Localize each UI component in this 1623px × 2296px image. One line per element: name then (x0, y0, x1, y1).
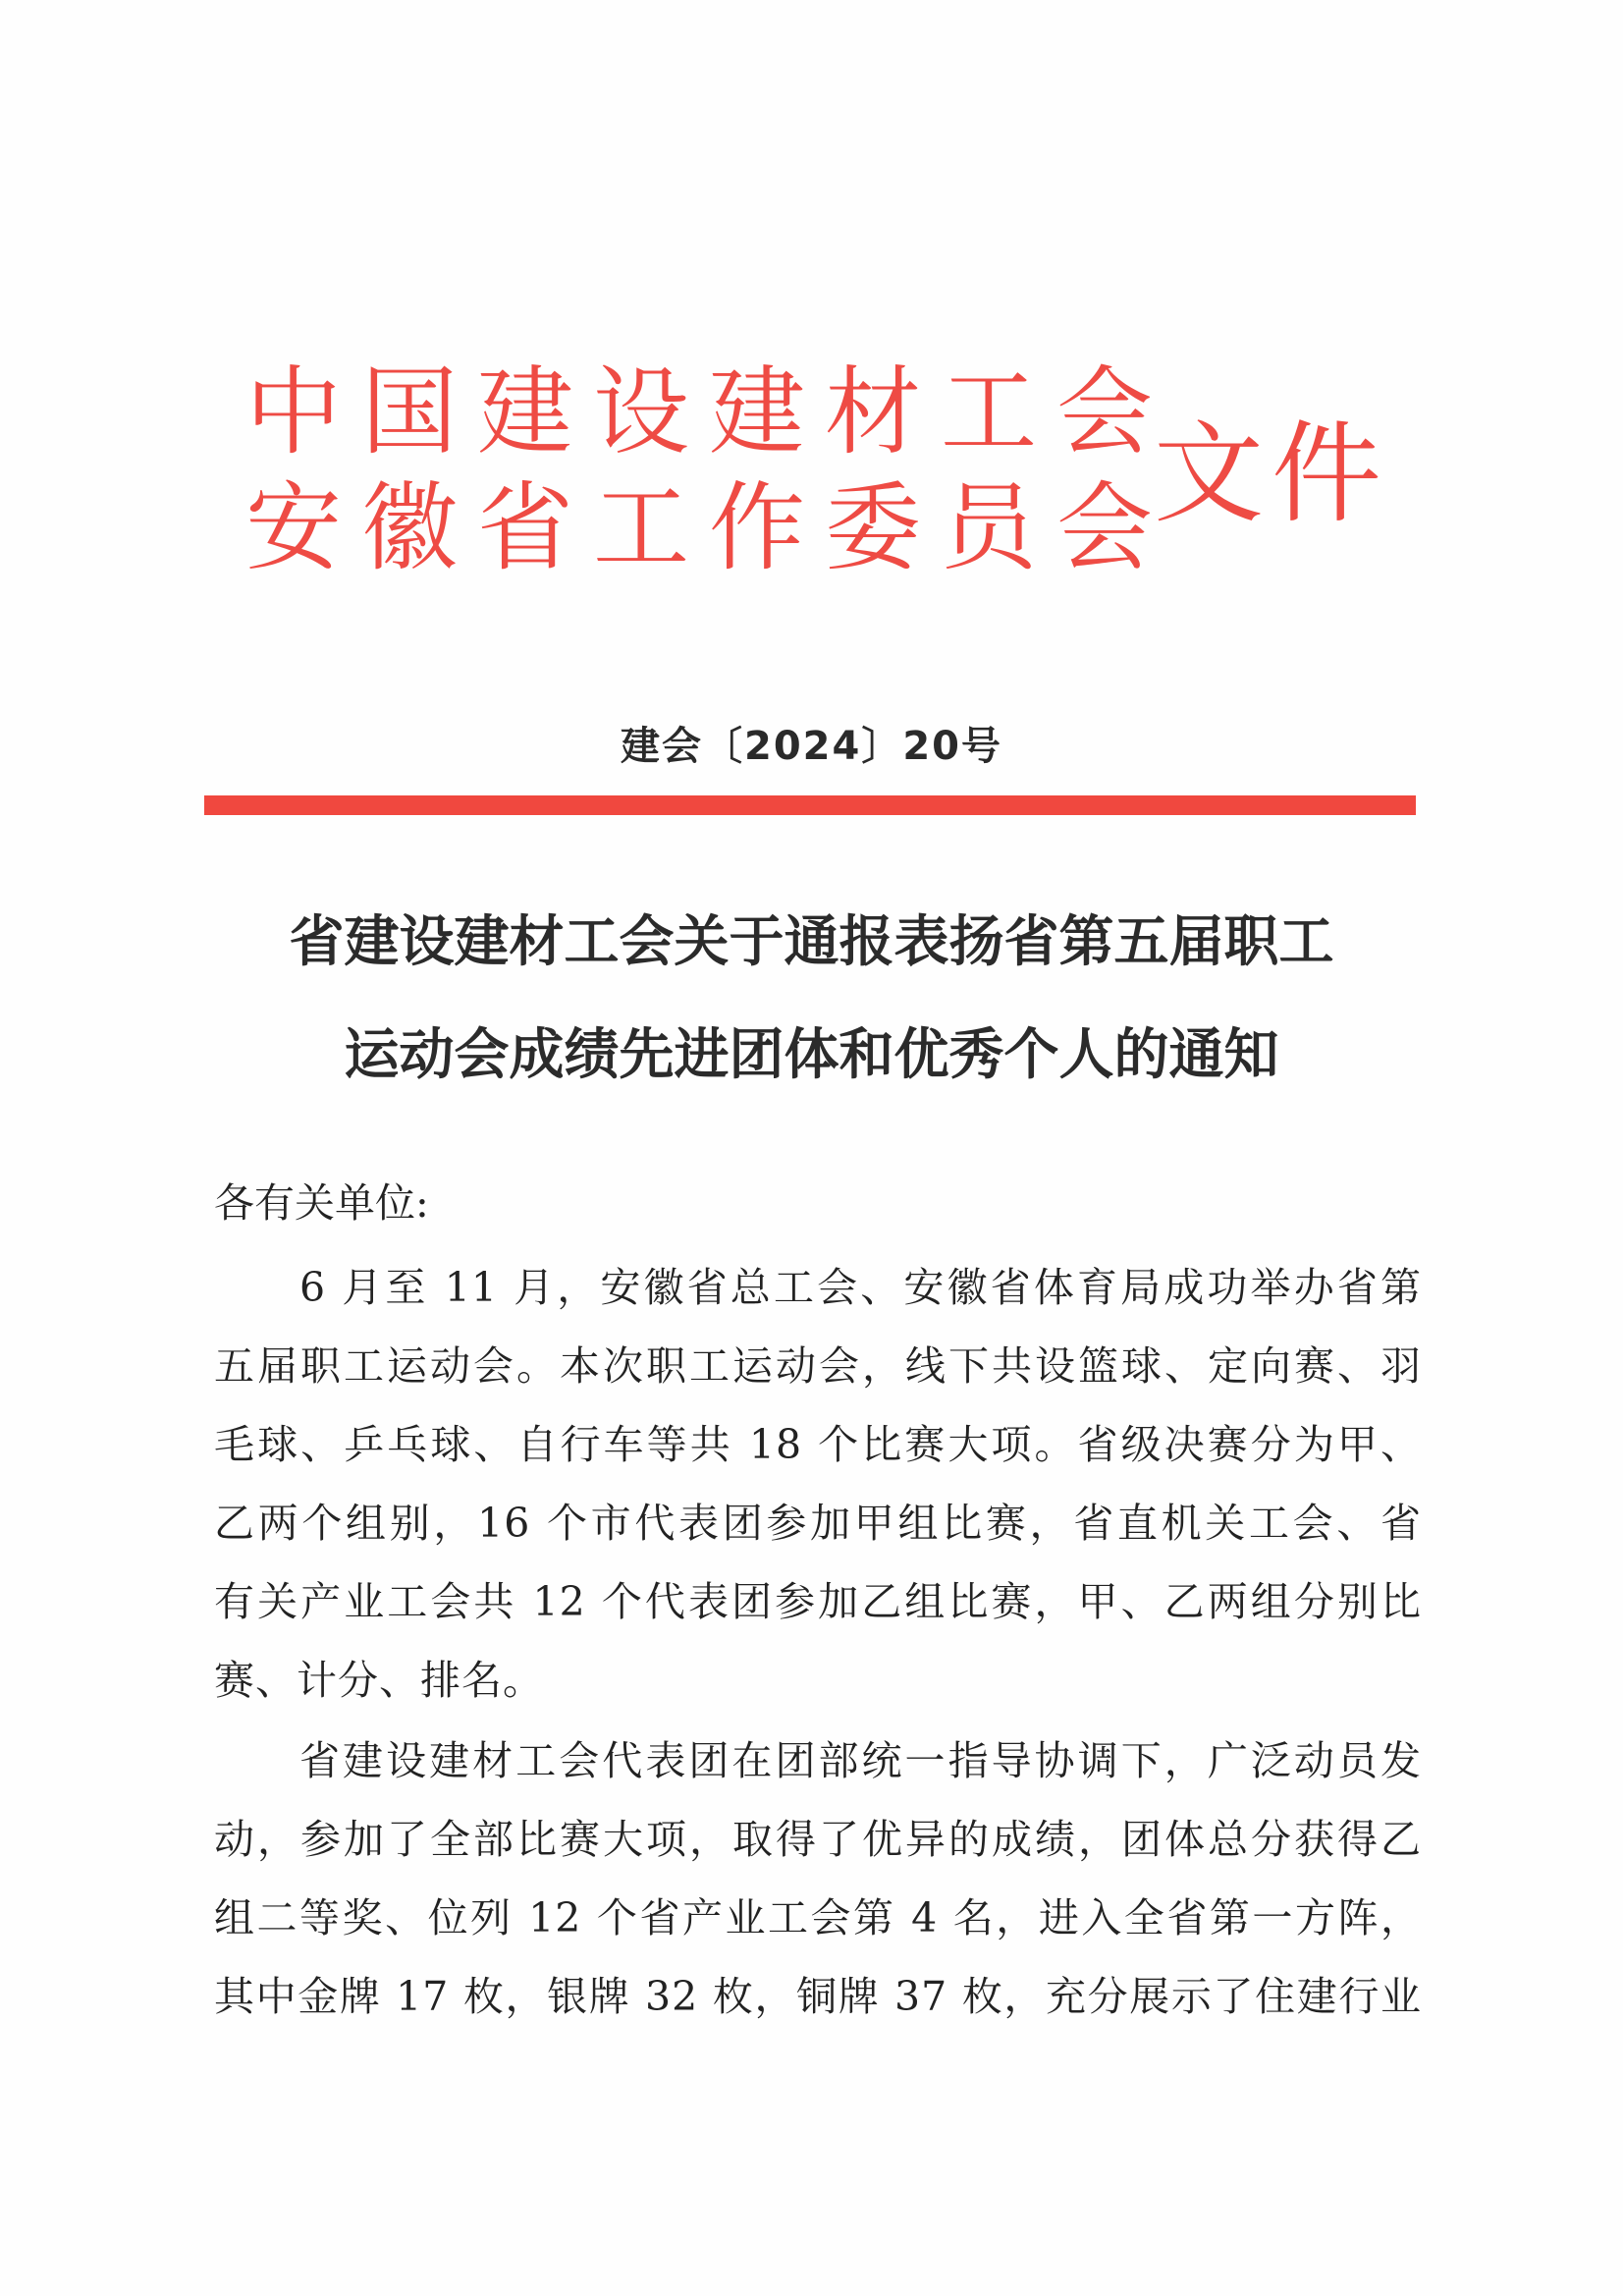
paragraph-line: 6 月至 11 月，安徽省总工会、安徽省体育局成功举办省第 (299, 1264, 1422, 1311)
masthead-suffix: 文件 (1154, 410, 1389, 538)
paragraph-line: 赛、计分、排名。 (214, 1657, 544, 1704)
masthead-line-1: 中国建设建材工会 (245, 356, 1173, 468)
paragraph-line: 动，参加了全部比赛大项，取得了优异的成绩，团体总分获得乙 (214, 1816, 1422, 1863)
paragraph-line: 省建设建材工会代表团在团部统一指导协调下，广泛动员发 (299, 1737, 1422, 1784)
paragraph-line: 毛球、乒乓球、自行车等共 18 个比赛大项。省级决赛分为甲、 (214, 1421, 1422, 1468)
paragraph-line: 其中金牌 17 枚，银牌 32 枚，铜牌 37 枚，充分展示了住建行业 (214, 1973, 1422, 2020)
paragraph-line: 五届职工运动会。本次职工运动会，线下共设篮球、定向赛、羽 (214, 1342, 1422, 1390)
masthead (236, 358, 1394, 594)
document-number: 建会〔2024〕20号 (621, 724, 1002, 769)
paragraph-line: 组二等奖、位列 12 个省产业工会第 4 名，进入全省第一方阵， (214, 1894, 1422, 1941)
paragraph-line: 有关产业工会共 12 个代表团参加乙组比赛，甲、乙两组分别比 (214, 1578, 1422, 1625)
paragraph-line: 乙两个组别，16 个市代表团参加甲组比赛，省直机关工会、省 (214, 1500, 1422, 1547)
document-title-line-1: 省建设建材工会关于通报表扬省第五届职工 (289, 910, 1334, 974)
masthead-line-2: 安徽省工作委员会 (245, 472, 1173, 584)
document-title-line-2: 运动会成绩先进团体和优秀个人的通知 (344, 1023, 1279, 1087)
red-divider (204, 795, 1416, 815)
salutation: 各有关单位: (214, 1179, 429, 1227)
